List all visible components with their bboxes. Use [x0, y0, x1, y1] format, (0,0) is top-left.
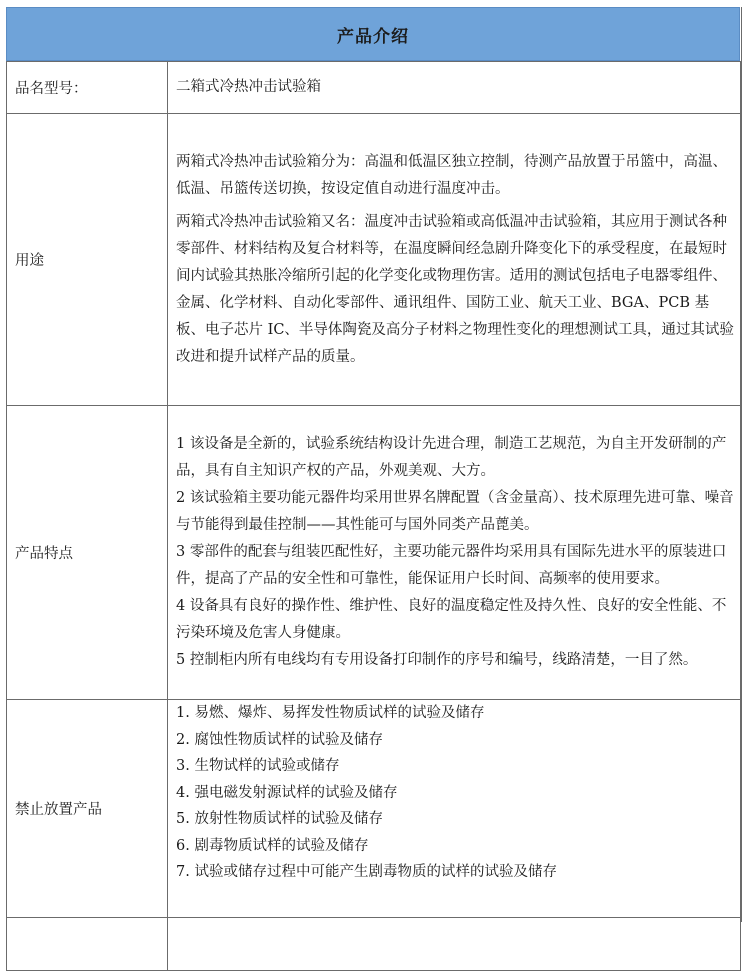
empty-row: [7, 918, 741, 971]
prohibited-item: 7. 试验或储存过程中可能产生剧毒物质的试样的试验及储存: [176, 864, 557, 880]
prohibited-item: 5. 放射性物质试样的试验及储存: [176, 811, 383, 827]
feature-item: 1 该设备是全新的，试验系统结构设计先进合理，制造工艺规范，为自主开发研制的产品，具有自主知识产权的产品，外观美观、大方。: [176, 436, 727, 479]
prohibited-item: 1. 易燃、爆炸、易挥发性物质试样的试验及储存: [176, 705, 485, 721]
prohibited-item: 6. 剧毒物质试样的试验及储存: [176, 837, 369, 854]
prohibited-row: [7, 700, 741, 918]
usage-label: 用途: [7, 114, 168, 406]
feature-item: 4 设备具有良好的操作性、维护性、良好的温度稳定性及持久性、良好的安全性能、不污染环境及危害人身健康。: [176, 598, 727, 641]
empty-cell: [168, 918, 741, 971]
features-label: 产品特点: [7, 406, 168, 700]
feature-item: 5 控制柜内所有电线均有专用设备打印制作的序号和编号，线路清楚，一目了然。: [176, 652, 698, 668]
model-row: [7, 62, 741, 114]
feature-item: 3 零部件的配套与组装匹配性好，主要功能元器件均采用具有国际先进水平的原装进口件，提高了产品的安全性和可靠性，能保证用户长时间、高频率的使用要求。: [176, 544, 727, 587]
usage-paragraph: 两箱式冷热冲击试验箱又名：温度冲击试验箱或高低温冲击试验箱，其应用于测试各种零部件、材料结构及复合材料等，在温度瞬间经急剧升降变化下的承受程度，在最短时间内试验其热胀冷缩所引起的化学变化或物理伤害。适用的测试包括电子电器零组件、金属、化学材料、自动化零部件、通讯组件、国防工业、航天工业、BGA、PCB 基板、电子芯片 IC、半导体陶瓷及高分子材料之物理性变化的理想测试工具，通过其试验改进和提升试样产品的质量。: [176, 213, 734, 365]
feature-item: 2 该试验箱主要功能元器件均采用世界名牌配置（含金量高）、技术原理先进可靠、噪音与节能得到最佳控制——其性能可与国外同类产品蓖美。: [176, 490, 734, 533]
model-label: 品名型号：: [7, 62, 168, 114]
empty-cell: [7, 918, 168, 971]
prohibited-content: [168, 700, 741, 918]
prohibited-label: 禁止放置产品: [7, 700, 168, 918]
model-value: 二箱式冷热冲击试验箱: [168, 62, 741, 114]
features-row: [7, 406, 741, 700]
prohibited-item: 3. 生物试样的试验或储存: [176, 758, 340, 774]
page-title: 产品介绍: [6, 7, 740, 61]
features-content: [168, 406, 741, 700]
prohibited-item: 2. 腐蚀性物质试样的试验及储存: [176, 731, 383, 748]
usage-paragraph: 两箱式冷热冲击试验箱分为：高温和低温区独立控制，待测产品放置于吊篮中，高温、低温、吊篮传送切换，按设定值自动进行温度冲击。: [176, 153, 727, 197]
usage-content: [168, 114, 741, 406]
prohibited-item: 4. 强电磁发射源试样的试验及储存: [176, 784, 398, 801]
product-table: [6, 61, 741, 971]
usage-row: [7, 114, 741, 406]
